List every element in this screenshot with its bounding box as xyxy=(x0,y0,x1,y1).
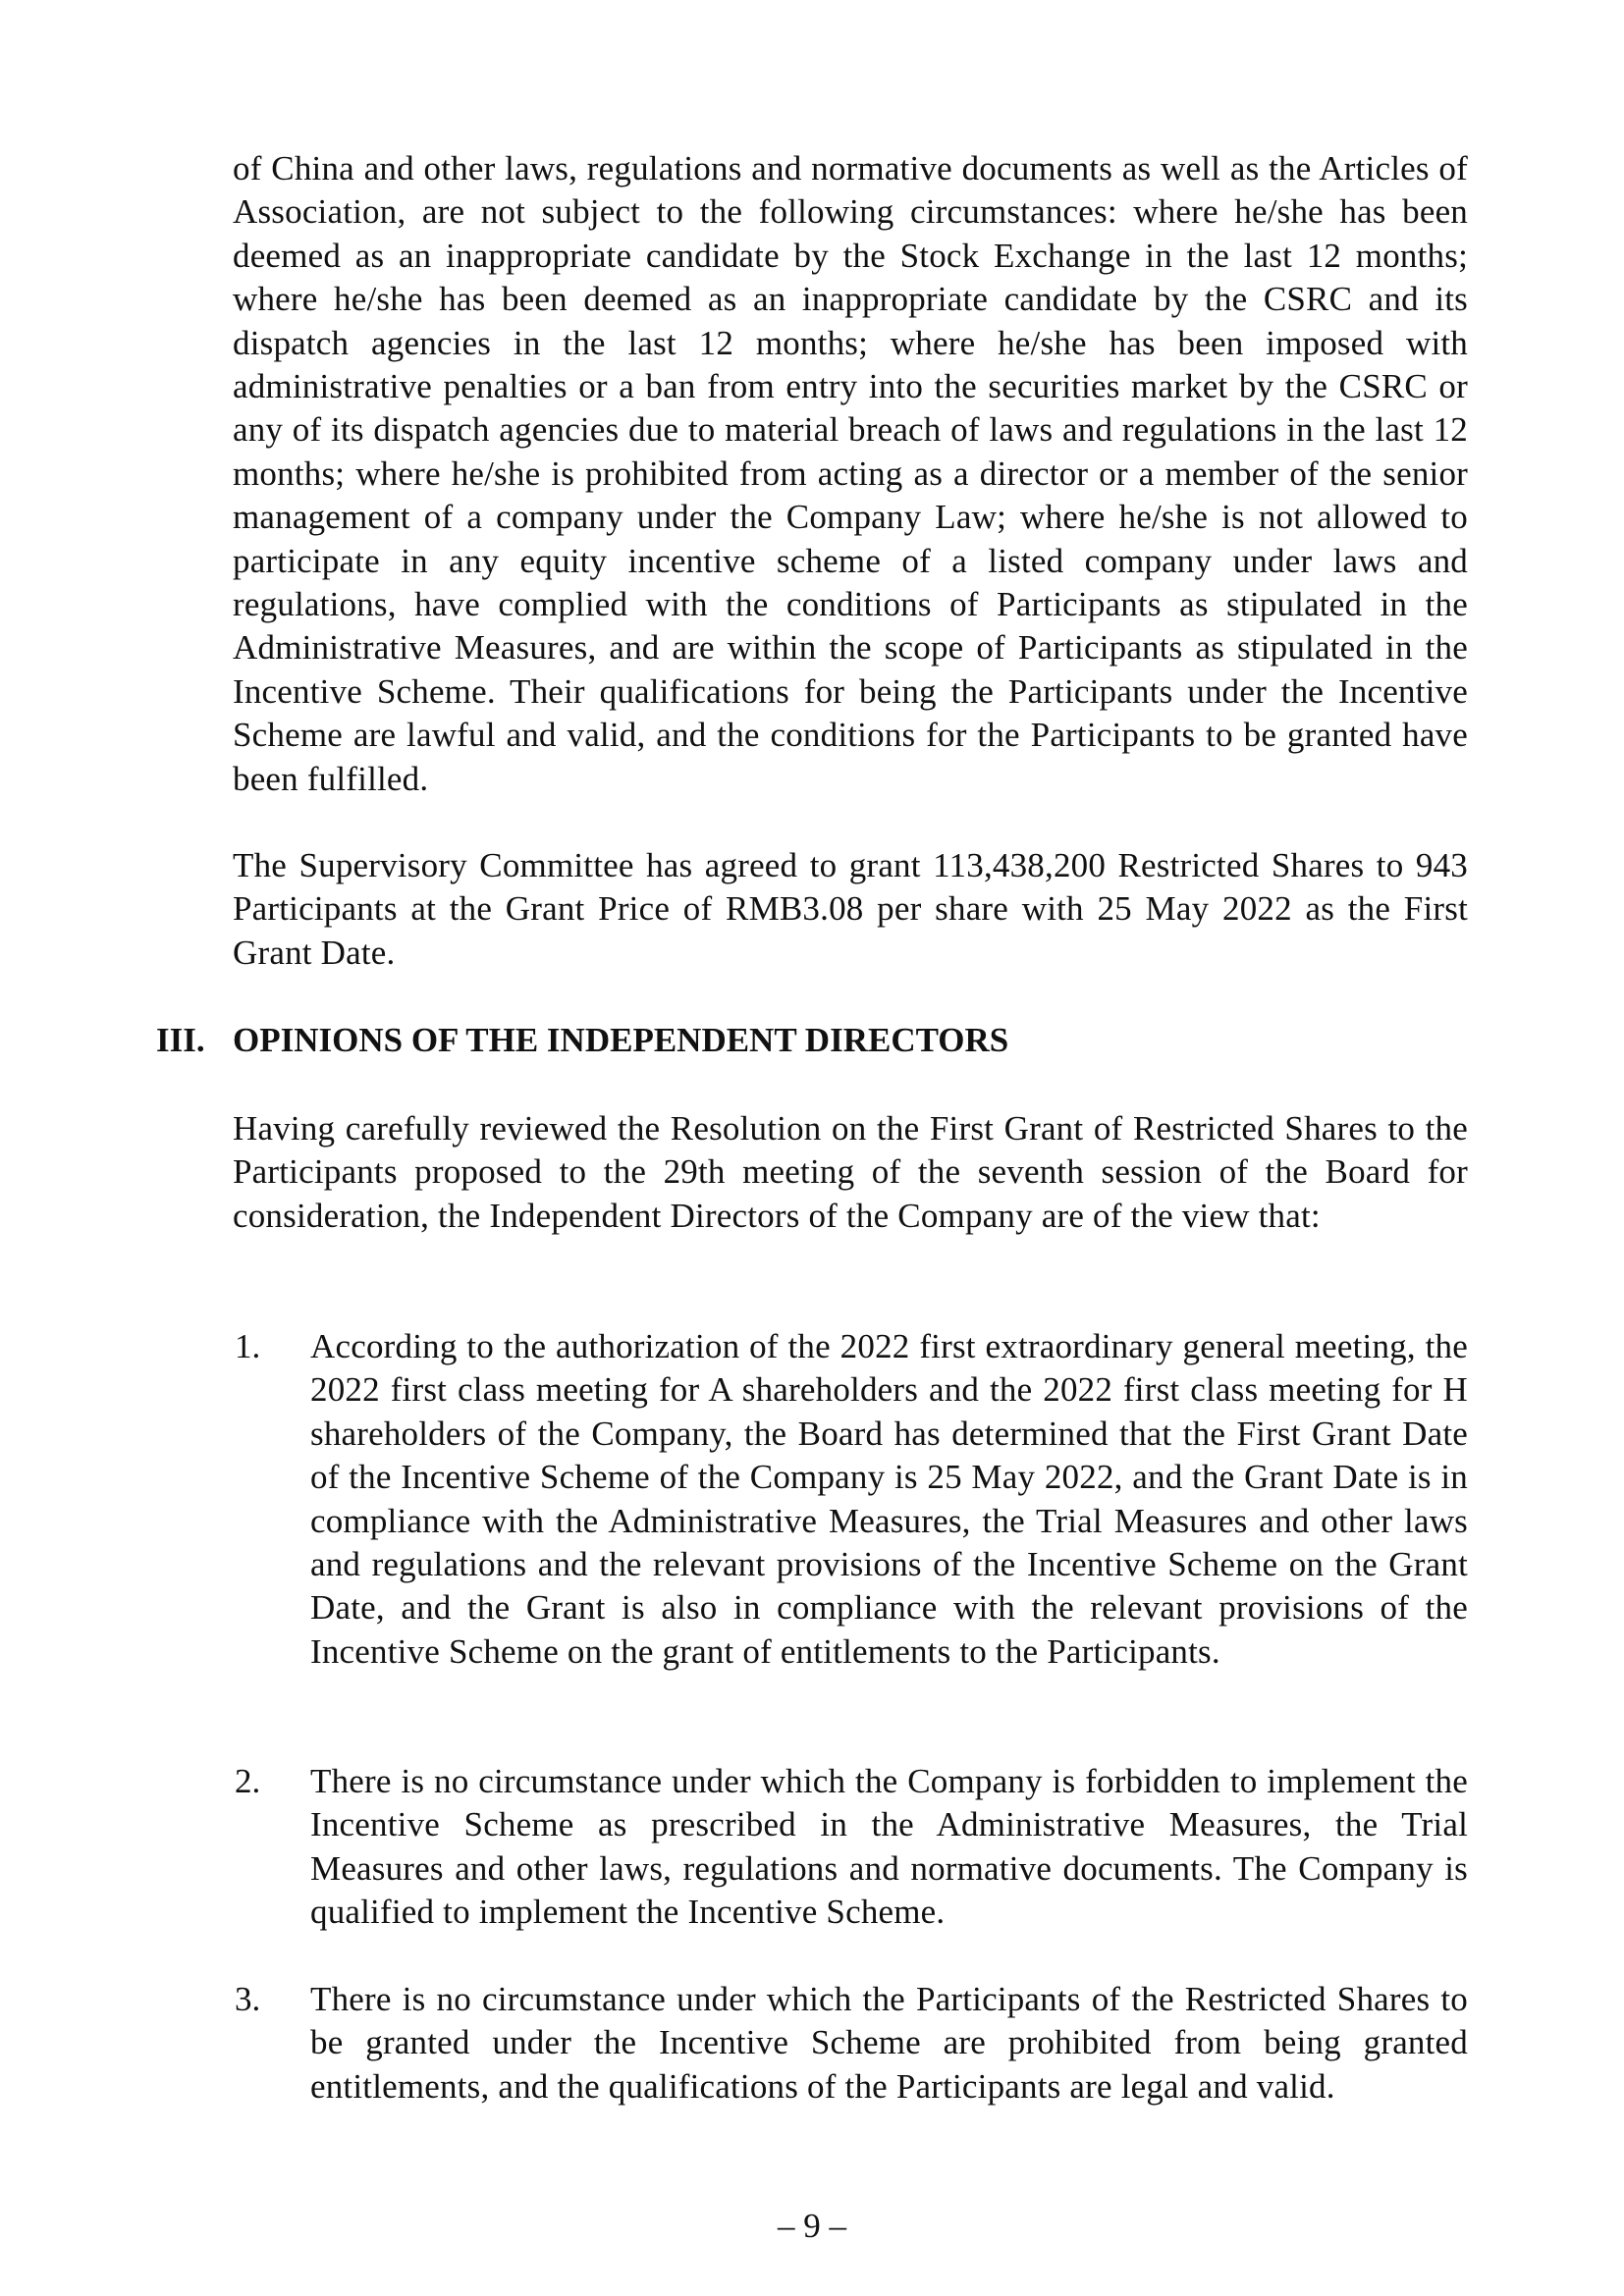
list-item-number: 1. xyxy=(235,1327,261,1365)
page-number: – 9 – xyxy=(778,2207,846,2245)
list-item-number: 2. xyxy=(235,1762,261,1800)
list-item-number: 3. xyxy=(235,1980,261,2018)
paragraph-supervisory-committee-grant: The Supervisory Committee has agreed to grant 113,438,200 Restricted Shares to 943 Participants at the Grant Price of RMB3.08 per share with 25 May 2022 as the First Grant Date. xyxy=(233,846,1468,972)
list-item-text: There is no circumstance under which the Participants of the Restricted Shares to be granted under the Incentive Scheme are prohibited from being granted entitlements, and the qualifications of the Participants are legal and valid. xyxy=(310,1980,1468,2106)
paragraph-independent-directors-intro: Having carefully reviewed the Resolution on the First Grant of Restricted Shares to the Participants proposed to the 29th meeting of the seventh session of the Board for consideration, the Independent Directors of the Company are of the view that: xyxy=(233,1109,1468,1235)
section-heading: OPINIONS OF THE INDEPENDENT DIRECTORS xyxy=(233,1021,1009,1059)
list-item-text: There is no circumstance under which the Company is forbidden to implement the Incentive Scheme as prescribed in the Administrative Measures, the Trial Measures and other laws, regulations and normative documents. The Company is qualified to implement the Incentive Scheme. xyxy=(310,1762,1468,1932)
list-item-text: According to the authorization of the 2022 first extraordinary general meeting, the 2022 first class meeting for A shareholders and the 2022 first class meeting for H shareholders of the Company, the Board has determined that the First Grant Date of the Incentive Scheme of the Company is 25 May 2022, and the Grant Date is in compliance with the Administrative Measures, the Trial Measures and other laws and regulations and the relevant provisions of the Incentive Scheme on the Grant Date, and the Grant is also in compliance with the relevant provisions of the Incentive Scheme on the grant of entitlements to the Participants. xyxy=(310,1327,1468,1671)
section-number: III. xyxy=(156,1021,205,1059)
paragraph-participant-qualifications: of China and other laws, regulations and normative documents as well as the Articles of Association, are not subject to the following circumstances: where he/she has been deemed as an inappropriate candidate by the Stock Exchange in the last 12 months; where he/she has been deemed as an inappropriate candidate by the CSRC and its dispatch agencies in the last 12 months; where he/she has been imposed with administrative penalties or a ban from entry into the securities market by the CSRC or any of its dispatch agencies due to material breach of laws and regulations in the last 12 months; where he/she is prohibited from acting as a director or a member of the senior management of a company under the Company Law; where he/she is not allowed to participate in any equity incentive scheme of a listed company under laws and regulations, have complied with the conditions of Participants as stipulated in the Administrative Measures, and are within the scope of Participants as stipulated in the Incentive Scheme. Their qualifications for being the Participants under the Incentive Scheme are lawful and valid, and the conditions for the Participants to be granted have been fulfilled. xyxy=(233,149,1468,798)
